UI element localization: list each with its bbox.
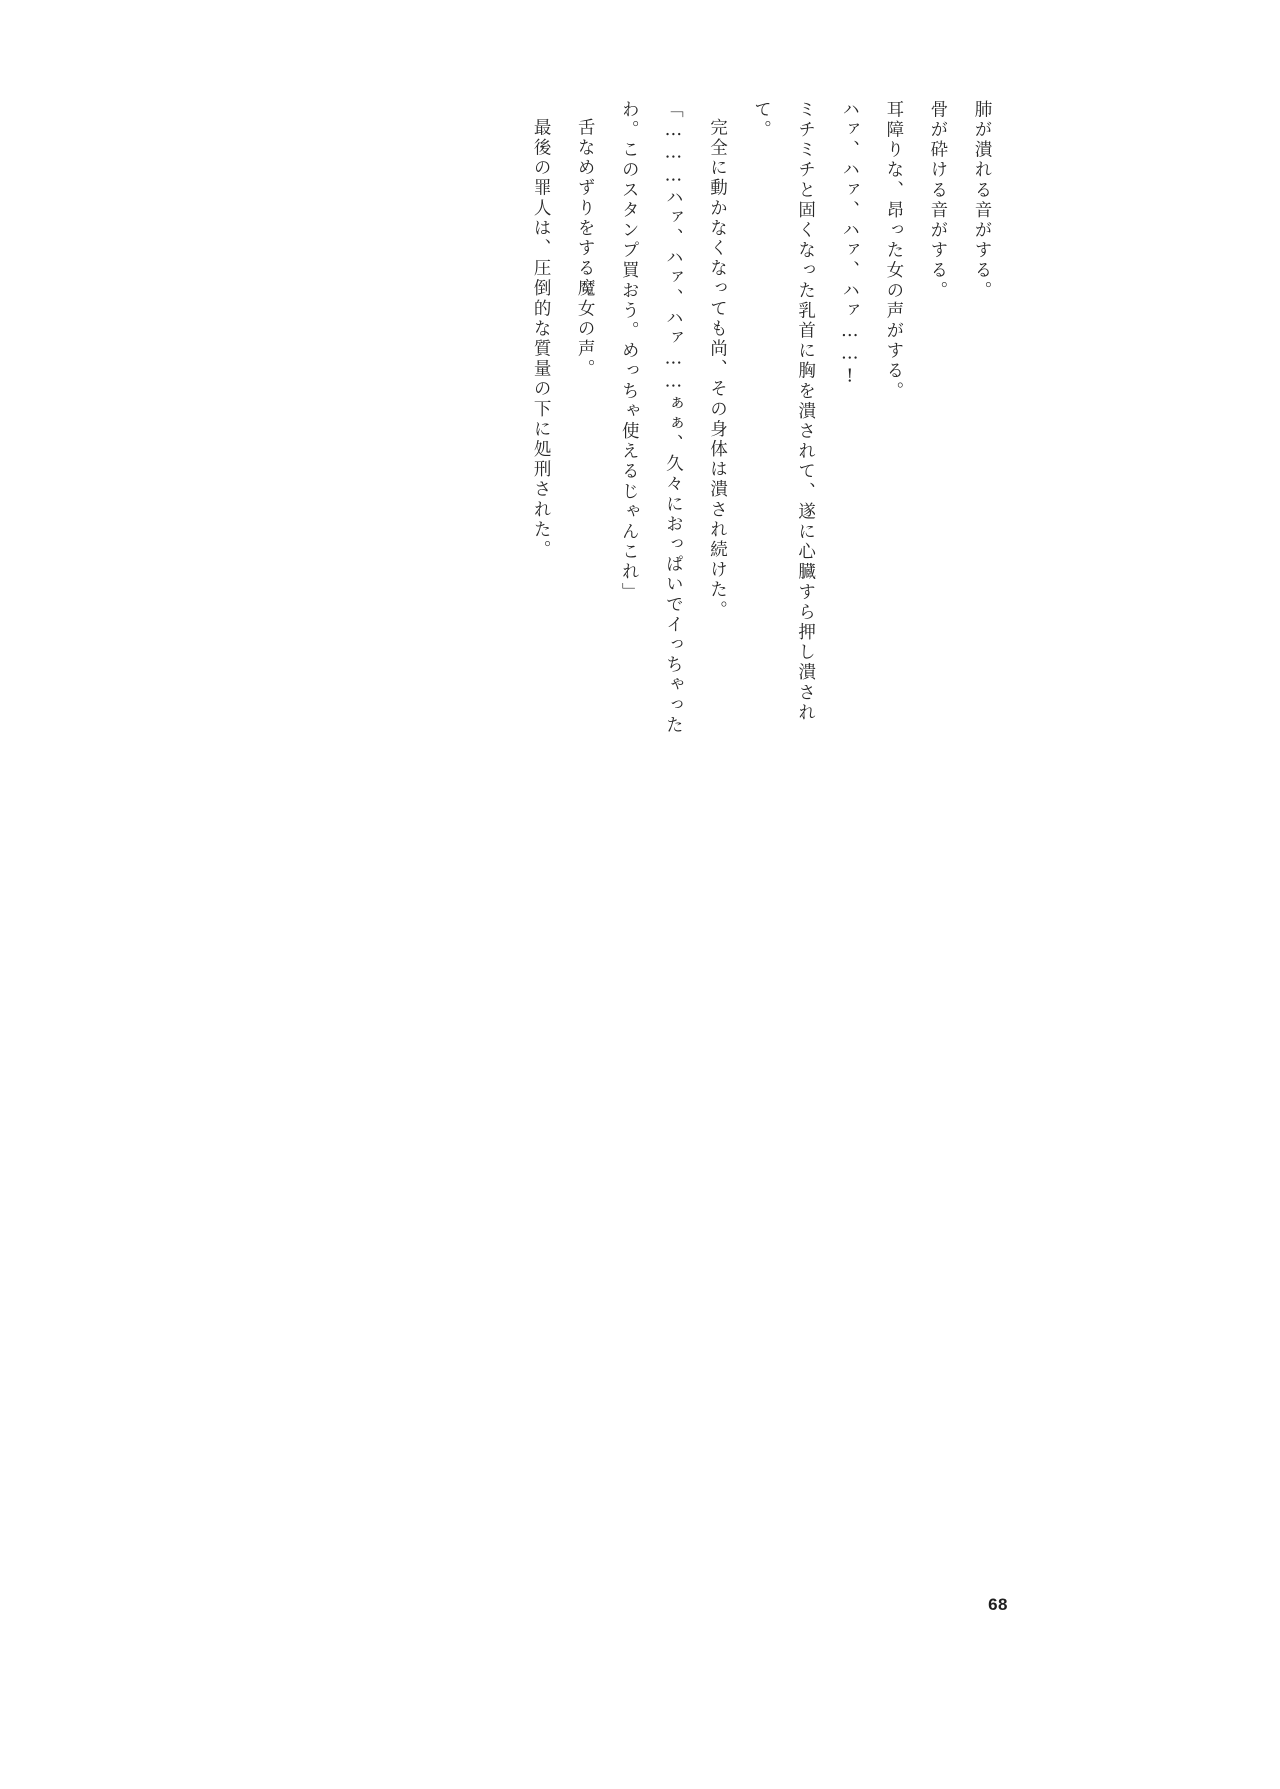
dialogue-paragraph: 「………ハァ、ハァ、ハァ……ぁぁ、久々におっぱいでイっちゃったわ。このスタンプ買おう。めっちゃ使えるじゃんこれ」 <box>619 100 684 736</box>
page-number: 68 <box>988 1595 1008 1614</box>
vertical-body-text <box>519 100 1004 740</box>
paragraph: 骨が砕ける音がする。 <box>927 100 948 301</box>
paragraph: ハァ、ハァ、ハァ、ハァ……! <box>839 100 860 389</box>
paragraph: 最後の罪人は、圧倒的な質量の下に処刑された。 <box>531 117 552 560</box>
paragraph: 完全に動かなくなっても尚、その身体は潰され続けた。 <box>707 117 728 620</box>
paragraph: 舌なめずりをする魔女の声。 <box>575 117 596 379</box>
paragraph: 耳障りな、昂った女の声がする。 <box>883 100 904 402</box>
paragraph: ミチミチと固くなった乳首に胸を潰されて、遂に心臓すら押し潰されて。 <box>751 100 816 724</box>
paragraph: 肺が潰れる音がする。 <box>972 100 992 301</box>
